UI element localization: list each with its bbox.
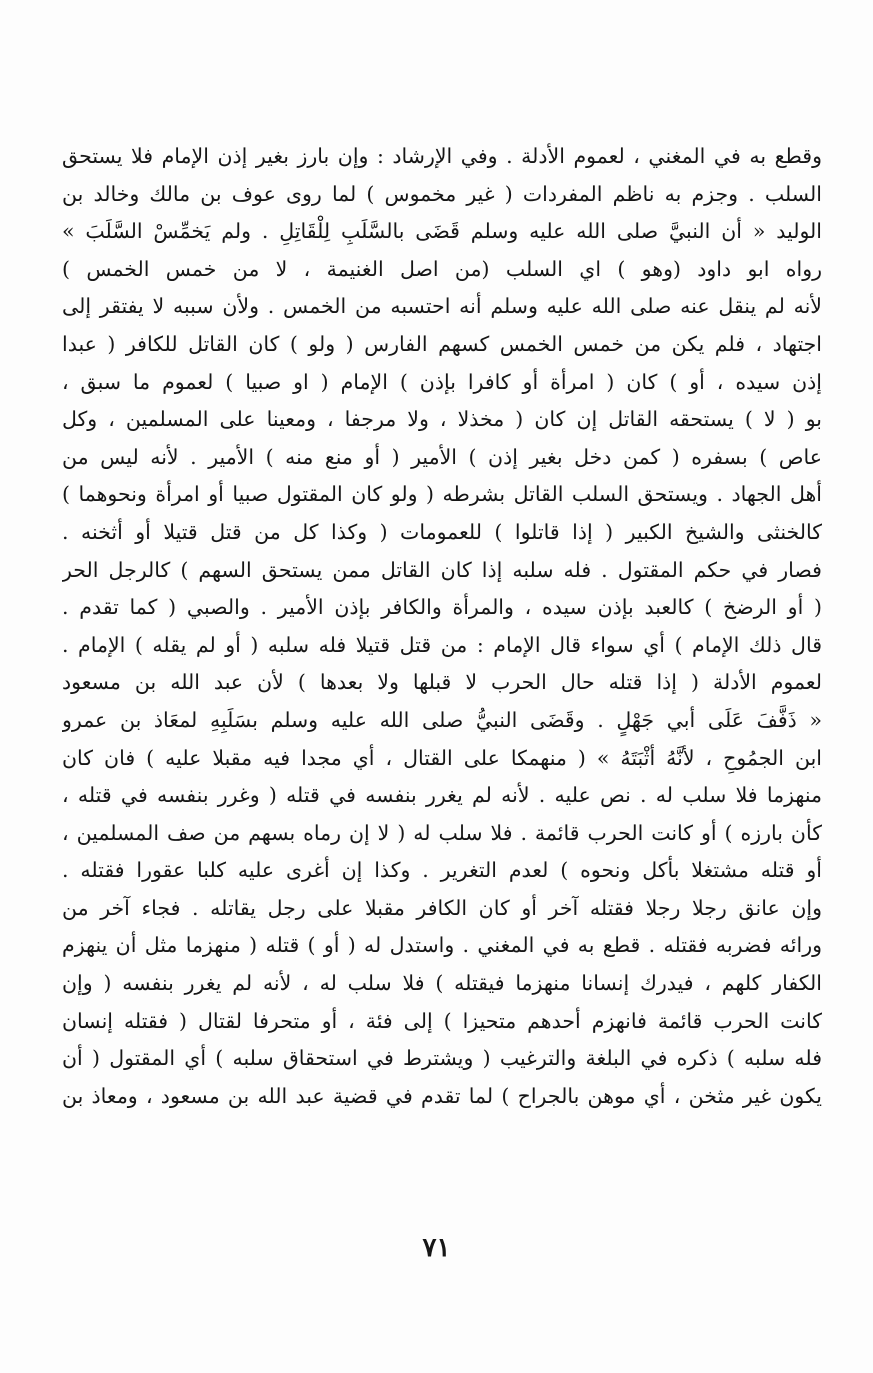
text-line: وقطع به في المغني ، لعموم الأدلة . وفي الإرشاد : وإن بارز بغير إذن الإمام فلا يستحق bbox=[62, 144, 822, 168]
text-line: فصار في حكم المقتول . فله سلبه إذا كان القاتل ممن يستحق السهم ) كالرجل الحر bbox=[62, 557, 822, 582]
text-line: كأن بارزه ) أو كانت الحرب قائمة . فلا سلب له ( لا إن رماه بسهم من صف المسلمين ، bbox=[62, 820, 822, 845]
text-line: يكون غير مثخن ، أي موهن بالجراح ) لما تقدم في قضية عبد الله بن مسعود ، ومعاذ بن bbox=[62, 1083, 822, 1108]
text-line: رواه ابو داود (وهو ) اي السلب (من اصل الغنيمة ، لا من خمس الخمس ) bbox=[62, 256, 822, 281]
text-line: وإن عانق رجلا رجلا فقتله آخر أو كان الكافر مقبلا على رجل يقاتله . فجاء آخر من bbox=[62, 895, 822, 920]
text-line: فله سلبه ) ذكره في البلغة والترغيب ( ويشترط في استحقاق سلبه ) أي المقتول ( أن bbox=[62, 1046, 822, 1071]
text-line: إذن سيده ، أو ) كان ( امرأة أو كافرا بإذن ) الإمام ( او صبيا ) لعموم ما سبق ، bbox=[62, 369, 822, 394]
body-text bbox=[62, 138, 822, 1115]
text-line: ( أو الرضخ ) كالعبد بإذن سيده ، والمرأة والكافر بإذن الأمير . والصبي ( كما تقدم . bbox=[62, 595, 822, 620]
text-line: قال ذلك الإمام ) أي سواء قال الإمام : من قتل قتيلا فله سلبه ( أو لم يقله ) الإمام . bbox=[62, 632, 822, 657]
text-line: ابن الجمُوحِ ، لأنَّهُ أثْبَتَهُ » ( منهمكا على القتال ، أي مجدا فيه مقبلا عليه ) فان كان bbox=[62, 745, 822, 770]
text-line: أو قتله مشتغلا بأكل ونحوه ) لعدم التغرير . وكذا إن أغرى عليه كلبا عقورا فقتله . bbox=[62, 858, 822, 883]
text-line: لأنه لم ينقل عنه صلى الله عليه وسلم أنه احتسبه من الخمس . ولأن سببه لا يفتقر إلى bbox=[62, 294, 822, 319]
text-line: منهزما فلا سلب له . نص عليه . لأنه لم يغرر بنفسه في قتله ( وغرر بنفسه في قتله ، bbox=[62, 783, 822, 808]
text-line: كانت الحرب قائمة فانهزم أحدهم متحيزا ) إلى فئة ، أو متحرفا لقتال ( فقتله إنسان bbox=[62, 1008, 822, 1033]
text-line: السلب . وجزم به ناظم المفردات ( غير مخموس ) لما روى عوف بن مالك وخالد بن bbox=[62, 181, 822, 206]
text-line: لعموم الأدلة ( إذا قتله حال الحرب لا قبلها ولا بعدها ) لأن عبد الله بن مسعود bbox=[62, 670, 822, 695]
text-line: بو ( لا ) يستحقه القاتل إن كان ( مخذلا ، ولا مرجفا ، ومعينا على المسلمين ، وكل bbox=[62, 407, 822, 432]
text-line: « ذَفَّفَ عَلَى أبي جَهْلٍ . وقَضَى النبيُّ صلى الله عليه وسلم بسَلَبِهِ لمعَاذ بن عمرو bbox=[62, 707, 822, 732]
text-line: كالخنثى والشيخ الكبير ( إذا قاتلوا ) للعمومات ( وكذا كل من قتل قتيلا أو أثخنه . bbox=[62, 519, 822, 544]
text-line: ورائه فضربه فقتله . قطع به في المغني . واستدل له ( أو ) قتله ( منهزما مثل أن ينهزم bbox=[62, 933, 822, 958]
text-line: الكفار كلهم ، فيدرك إنسانا منهزما فيقتله ) فلا سلب له ، لأنه لم يغرر بنفسه ( وإن bbox=[62, 971, 822, 996]
page-number: ٧١ bbox=[422, 1233, 451, 1263]
text-line: أهل الجهاد . ويستحق السلب القاتل بشرطه ( ولو كان المقتول صبيا أو امرأة ونحوهما ) bbox=[62, 482, 822, 507]
text-line: اجتهاد ، فلم يكن من خمس الخمس كسهم الفارس ( ولو ) كان القاتل للكافر ( عبدا bbox=[62, 331, 822, 356]
text-line: عاص ) بسفره ( كمن دخل بغير إذن ) الأمير ( أو منع منه ) الأمير . لأنه ليس من bbox=[62, 444, 822, 469]
text-line: الوليد « أن النبيَّ صلى الله عليه وسلم قَضَى بالسَّلَبِ لِلْقَاتِلِ . ولم يَخمِّسْ السَّلَبَ » bbox=[62, 219, 822, 244]
